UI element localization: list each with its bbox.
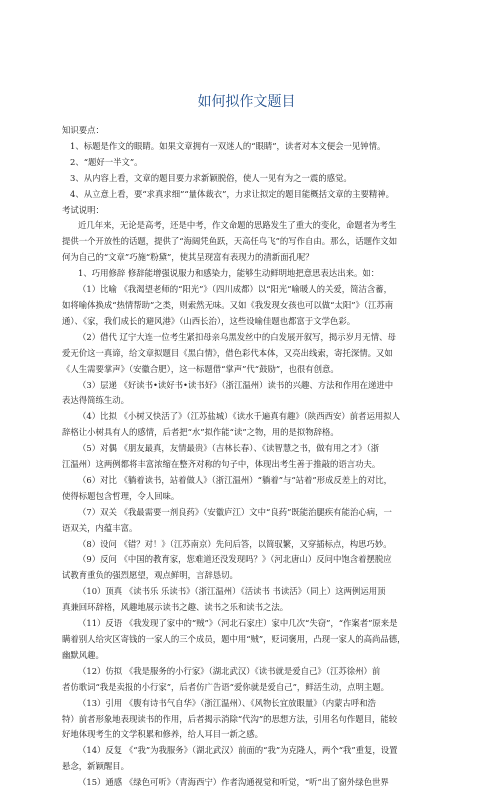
paragraph-line: 特）前者形象地表现读书的作用，后者揭示消除“代沟”的思想方法，引用名句作题目，能较 — [62, 713, 398, 724]
paragraph-line: （2）借代 辽宁大连一位考生紧扣母亲乌黑发丝中的白发展开叙写，揭示岁月无情、母 — [78, 331, 396, 342]
paragraph-line: （3）层递 《好读书•读好书•读书好》（浙江温州）读书的兴趣、方法和作用在递进中 — [78, 379, 394, 390]
paragraph-line: （8）设问 《错？对！》（江苏南京）先问后答，以简驭繁，又穿插标点，构思巧妙。 — [78, 538, 392, 549]
document-body — [62, 123, 431, 791]
paragraph-line: （12）仿拟 《我是服务的小行家》（湖北武汉）《读书就是爱自己》（江苏徐州）前 — [78, 665, 381, 676]
paragraph-line: （5）对偶 《朋友最真，友情最贵》（吉林长春）、《读智慧之书，做有用之才》（浙 — [78, 443, 380, 454]
paragraph-line: 辞格让小树具有人的感情，后者把“水”拟作能“读”之物，用的是拟物辞格。 — [62, 427, 339, 438]
section-label: 知识要点： — [62, 125, 104, 135]
paragraph-line: 通）、《家，我们成长的避风港》（山西长治），这些设喻佳题也都富于文学色彩。 — [62, 315, 356, 326]
paragraph-line: 好地体现考生的文学积累和修养，给人耳目一新之感。 — [62, 729, 263, 740]
paragraph-line: 如将喻体换成“热情帮助”之类，则索然无味。又如《我发现女孩也可以做“太阳”》（江苏南 — [62, 299, 394, 310]
paragraph-line: 《人生需要掌声》（安徽合肥），这一标题借“掌声”代“鼓励”，也很有创意。 — [62, 363, 339, 374]
paragraph-line: （4）比拟 《小树又快活了》（江苏盐城）《读水千遍真有趣》（陕西西安）前者运用拟人 — [78, 411, 401, 422]
paragraph-line: 瞒着别人给灾区寄钱的一家人的三个成员，题中用“贼”，贬词褒用，凸现一家人的高尚品德， — [62, 634, 406, 644]
paragraph-line: （7）双关 《我最需要一剂良药》（安徽庐江）文中“良药”既能治腿疾有能治心病，一 — [78, 506, 392, 517]
key-point-item: 4、从立意上看，要“求真求细”“量体裁衣”，力求让拟定的题目能概括文章的主要精神。 — [70, 188, 394, 199]
paragraph-line: 试教育重负的强烈愿望，观点鲜明，言辞恳切。 — [62, 570, 238, 581]
paragraph-line: 幽默风趣。 — [62, 649, 104, 660]
paragraph-line: 提供一个开放性的话题，提供了“海阔凭鱼跃，天高任鸟飞”的写作自由。那么，话题作文如 — [62, 236, 398, 247]
paragraph-line: （14）反复 《“我”为我服务》（湖北武汉）前面的“我”为克隆人，两个“我”重复，设置 — [78, 745, 398, 756]
key-point-item: 3、从内容上看，文章的题目要力求新颖脱俗，使人一见有为之一震的感觉。 — [70, 172, 352, 183]
paragraph-line: 表达得简练生动。 — [62, 395, 129, 406]
paragraph-line: 何为自己的“文章”巧施“粉黛”，使其呈现富有表现力的清新面孔呢？ — [62, 252, 314, 263]
paragraph-line: 1、巧用修辞 修辞能增强说服力和感染力，能够生动鲜明地把意思表达出来。如： — [78, 268, 380, 279]
paragraph-line: （10）顶真 《读书乐 乐读书》（浙江温州）《活读书 书读活》（同上）这两例运用顶 — [78, 586, 386, 597]
paragraph-line: 使得标题包含哲理，令人回味。 — [62, 490, 180, 501]
paragraph-line: 语双关，内蕴丰富。 — [62, 522, 138, 533]
paragraph-line: （1）比喻 《我渴望老师的“阳光”》（四川成都）以“阳光”喻暖人的关爱，简洁含蓄， — [78, 284, 393, 295]
paragraph-line: 真兼回环辞格，风趣地展示读书之趣、读书之乐和读书之法。 — [62, 602, 289, 613]
page-title: 如何拟作文题目 — [197, 94, 296, 110]
paragraph-line: 江温州）这两例都将丰富浓缩在整齐对称的句子中，体现出考生善于推敲的语言功夫。 — [62, 459, 381, 470]
key-point-item: 1、标题是作文的眼睛。如果文章拥有一双迷人的“眼睛”，读者对本文便会一见钟情。 — [70, 140, 386, 151]
paragraph-line: 爱无价这一真谛，给文章拟题目《黑白情》，借色彩代本体，又亮出线索，寄托深情。又如 — [62, 347, 393, 358]
paragraph-line: 悬念，新颖醒目。 — [62, 761, 129, 772]
paragraph-line: （6）对比 《躺着读书，站着做人》（浙江温州）“躺着”与“站着”形成反差上的对比， — [78, 474, 393, 485]
paragraph-line: （13）引用 《腹有诗书气自华》（浙江温州）、《风物长宜放眼量》（内蒙古呼和浩 — [78, 697, 377, 708]
paragraph-line: （9）反问 《中国的教育家，您难道还没发现吗？》（河北唐山）反问中饱含着摆脱应 — [78, 554, 392, 565]
key-point-item: 2、“题好一半文”。 — [70, 156, 143, 167]
section-label: 考试说明： — [62, 204, 104, 215]
paragraph-line: 近几年来，无论是高考，还是中考，作文命题的思路发生了重大的变化，命题者为考生 — [78, 220, 397, 231]
paragraph-line: （11）反语 《我发现了家中的“贼”》（河北石家庄）家中几次“失窃”，“作案者”原来是 — [78, 618, 398, 629]
paragraph-line: （15）通感 《绿色可听》（青海西宁）作者沟通视觉和听觉，“听”出了窗外绿色世界 — [78, 777, 389, 788]
paragraph-line: 者仿歌词“我是卖报的小行家”，后者仿广告语“爱你就是爱自己”，鲜活生动，点明主题。 — [62, 681, 389, 692]
